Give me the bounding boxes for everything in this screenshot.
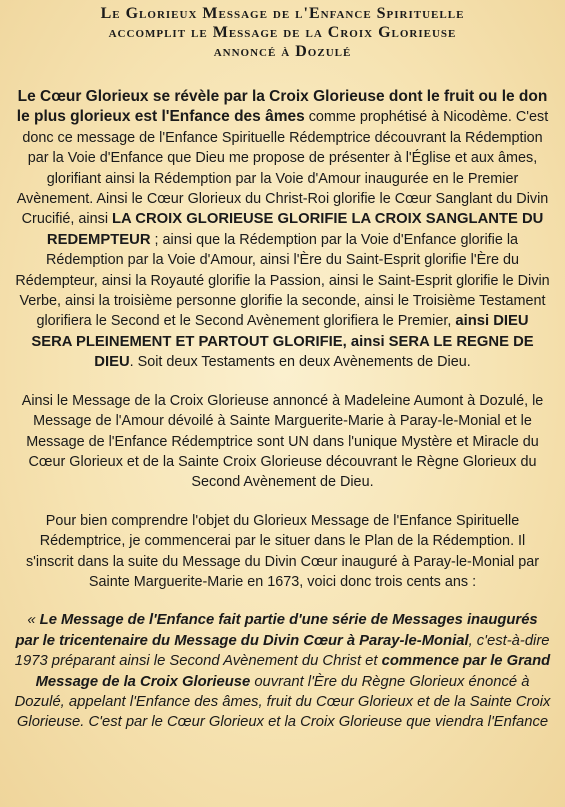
title-line-1: Le Glorieux Message de l'Enfance Spirituelle — [100, 5, 465, 22]
quote-text-b: ouvrant l'Ère du Règne Glorieux énoncé à Dozulé, appelant l'Enfance des âmes, fruit du Cœur Glorieux et de la Sainte Croix Glorieuse. C'est par le Cœur Glorieux et la Croix Glorieuse que viendra l'Enfance — [14, 673, 551, 731]
quote-bold-a: Le Message de l'Enfance fait partie d'une série de Messages inaugurés par le tricentenaire du Message du Divin Cœur à Paray-le-Monial — [15, 612, 538, 649]
paragraph-gap — [14, 493, 551, 511]
paragraph-3: Pour bien comprendre l'objet du Glorieux Message de l'Enfance Spirituelle Rédemptrice, je commencerai par le situer dans le Plan de la Rédemption. Il s'inscrit dans la suite du Message du Divin Cœur inauguré à Paray-le-Monial par Sainte Marguerite-Marie en 1673, voici donc trois cents ans : — [25, 512, 540, 590]
page-title — [14, 0, 551, 61]
quote-paragraph — [14, 610, 551, 732]
paragraph-1-text-a: comme prophétisé à Nicodème. C'est donc ce message de l'Enfance Spirituelle Rédemptrice découvrant la Rédemption par la Voie d'Enfance que Dieu me propose de présenter à l'Église et aux âmes, glorifiant ainsi la Rédemption par la Voie d'Amour inaugurée en le Premier Avènement. Ainsi le Cœur Glorieux du Christ-Roi glorifie le Cœur Sanglant du Divin Crucifié, ainsi — [16, 109, 549, 228]
paragraph-1-lead: Le Cœur Glorieux se révèle par la Croix Glorieuse dont le fruit ou le don le plus glorieux est l'Enfance des âmes — [16, 88, 548, 126]
paragraph-1 — [14, 87, 551, 373]
paragraph-1-text-b: ; ainsi que la Rédemption par la Voie d'Enfance glorifie la Rédemption par la Voie d'Amour, ainsi l'Ère du Saint-Esprit glorifie l'Ère du Rédempteur, ainsi la Royauté glorifie la Passion, ainsi le Saint-Esprit glorifie le Divin Verbe, ainsi la troisième personne glorifie la seconde, ainsi le Troisième Testament glorifiera le Second et le Second Avènement glorifiera le Premier, — [15, 231, 550, 330]
paragraph-gap — [14, 592, 551, 610]
paragraph-1-caps-b: ainsi DIEU SERA PLEINEMENT ET PARTOUT GLORIFIE, ainsi SERA LE REGNE DE DIEU — [31, 313, 534, 371]
paragraph-1-caps-a: LA CROIX GLORIEUSE GLORIFIE LA CROIX SANGLANTE DU REDEMPTEUR — [46, 211, 544, 248]
quote-text-a: , c'est-à-dire 1973 préparant ainsi le Second Avènement du Christ et — [14, 632, 550, 670]
paragraph-2: Ainsi le Message de la Croix Glorieuse annoncé à Madeleine Aumont à Dozulé, le Message de l'Amour dévoilé à Sainte Marguerite-Marie à Paray-le-Monial et le Message de l'Enfance Rédemptrice sont UN dans l'unique Mystère et Miracle du Cœur Glorieux et de la Sainte Croix Glorieuse découvrant le Règne Glorieux du Second Avènement de Dieu. — [21, 392, 544, 491]
paragraph-gap — [14, 373, 551, 391]
title-line-2: accomplit le Message de la Croix Glorieuse — [108, 24, 457, 41]
quote-bold-b: commence par le Grand Message de la Croix Glorieuse — [35, 653, 551, 690]
paragraph-1-text-c: . Soit deux Testaments en deux Avènements de Dieu. — [129, 354, 471, 371]
title-line-3: annoncé à Dozulé — [213, 43, 352, 60]
quote-open-mark: « — [27, 612, 40, 629]
